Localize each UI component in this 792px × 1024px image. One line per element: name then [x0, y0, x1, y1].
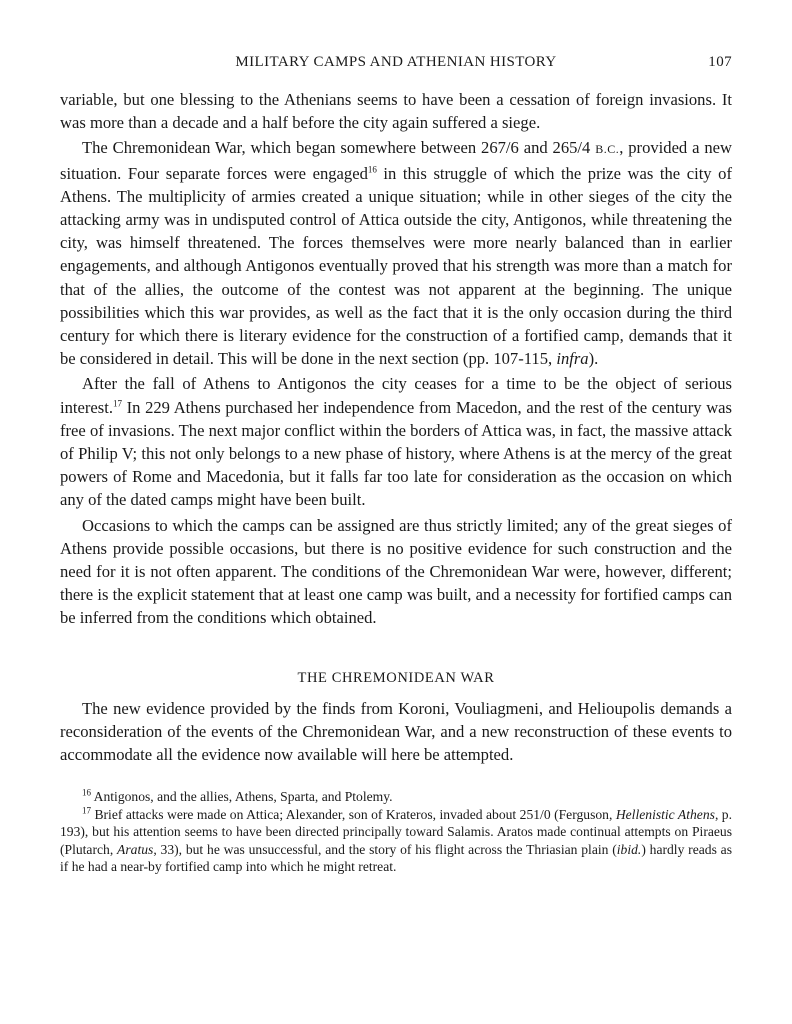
text-run: The Chremonidean War, which began somewhere between 267/6 and 265/4 [82, 138, 596, 158]
paragraph-after-fall [60, 372, 732, 511]
text-run: ). [588, 349, 599, 369]
text-run: After the fall of Athens to Antigonos the city ceases for a time to be the object of serious interest. [60, 374, 732, 417]
text-run: Brief attacks were made on Attica; Alexander, son of Krateros, invaded about 251/0 (Ferguson, [91, 806, 616, 822]
running-title: MILITARY CAMPS AND ATHENIAN HISTORY [235, 54, 557, 70]
book-page [60, 52, 732, 875]
footnote-text: Antigonos, and the allies, Athens, Sparta, and Ptolemy. [91, 789, 393, 805]
footnote-mark: 16 [82, 787, 91, 798]
footnote-17 [60, 806, 732, 876]
footnote-ref-16[interactable]: 16 [367, 164, 377, 175]
footnotes [60, 788, 732, 875]
paragraph-continued: variable, but one blessing to the Athenians seems to have been a cessation of foreign invasions. It was more than a decade and a half before the city again suffered a siege. [60, 90, 732, 133]
footnote-mark: 17 [82, 805, 91, 816]
section-heading: THE CHREMONIDEAN WAR [297, 669, 495, 686]
text-run: , provided a new situation. Four separate forces were engaged [60, 138, 732, 183]
italic-term: ibid. [616, 841, 642, 857]
text-run: In 229 Athens purchased her independence from Macedon, and the rest of the century was free of invasions. The next major conflict within the borders of Attica was, in fact, the massive attack of Philip V; this not only belongs to a new phase of history, where Athens is at the mercy of the great powers of Rome and Macedonia, but it falls far too late for consideration as the occasion on which any of the dated camps might have been built. [60, 397, 732, 510]
italic-term: infra [556, 349, 589, 369]
paragraph-chremonidean-war [60, 136, 732, 370]
section-text [60, 697, 732, 767]
text-run: in this struggle of which the prize was the city of Athens. The multiplicity of armies created a unique situation; while in other sieges of the city the attacking army was in undisputed control of Attica outside the city, Antigonos, while threatening the city, was himself threatened. The forces themselves were more nearly balanced than in earlier engagements, and although Antigonos eventually proved that his strength was more than a match for that of the allies, the outcome of the contest was not apparent at the beginning. The unique possibilities which this war provides, as well as the fact that it is the only occasion during the third century for which there is literary evidence for the construction of a fortified camp, demands that it be considered in detail. This will be done in the next section (pp. 107-115, [60, 163, 732, 369]
text-run: ) hardly reads as if he had a near-by fortified camp into which he might retreat. [60, 841, 732, 874]
footnote-ref-17[interactable]: 17 [113, 398, 122, 409]
text-run: , p. 193), but his attention seems to have been directed principally toward Salamis. Aratos made continual attempts on Piraeus (Plutarch, [60, 806, 732, 857]
page-number: 107 [708, 54, 732, 70]
footnote-16 [60, 788, 732, 805]
paragraph-occasions: Occasions to which the camps can be assigned are thus strictly limited; any of the great sieges of Athens provide possible occasions, but there is no positive evidence for such construction and the need for it is not often apparent. The conditions of the Chremonidean War were, however, different; there is the explicit statement that at least one camp was built, and a necessity for fortified camps can be inferred from the conditions which obtained. [60, 515, 732, 628]
text-run: , 33), but he was unsuccessful, and the story of his flight across the Thriasian plain ( [153, 841, 617, 857]
running-header [60, 52, 732, 76]
italic-title: Hellenistic Athens [615, 806, 715, 822]
italic-title: Aratus [117, 841, 154, 857]
main-text [60, 88, 732, 630]
paragraph-new-evidence: The new evidence provided by the finds from Koroni, Vouliagmeni, and Helioupolis demands a reconsideration of the events of the Chremonidean War, and a new reconstruction of these events to accommodate all the evidence now available will here be attempted. [60, 698, 732, 765]
era-abbreviation: B.C. [595, 142, 620, 157]
